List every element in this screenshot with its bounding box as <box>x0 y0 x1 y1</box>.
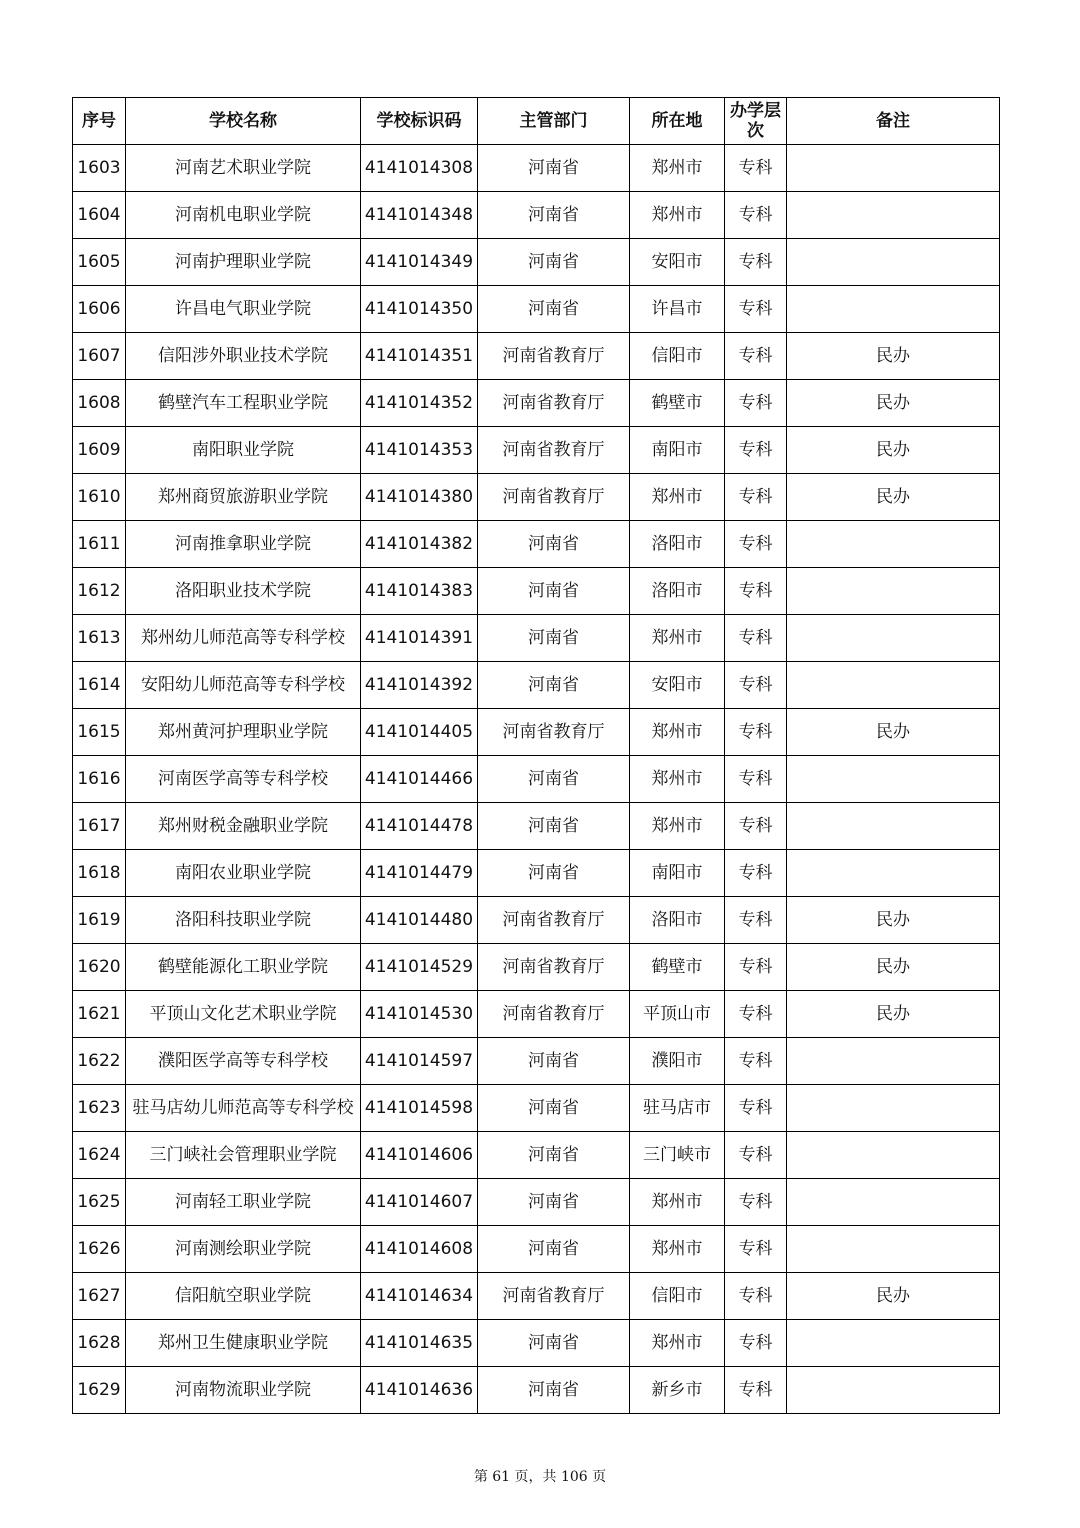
cell-level: 专科 <box>725 333 787 380</box>
cell-location: 郑州市 <box>630 192 725 239</box>
cell-school-code: 4141014606 <box>361 1132 478 1179</box>
cell-note: 民办 <box>787 427 1000 474</box>
cell-dept: 河南省教育厅 <box>478 474 630 521</box>
header-dept: 主管部门 <box>478 98 630 145</box>
cell-level: 专科 <box>725 709 787 756</box>
cell-school-code: 4141014391 <box>361 615 478 662</box>
cell-dept: 河南省 <box>478 1132 630 1179</box>
cell-note <box>787 568 1000 615</box>
table-row <box>73 897 1000 944</box>
cell-dept: 河南省教育厅 <box>478 380 630 427</box>
table-row <box>73 568 1000 615</box>
cell-level: 专科 <box>725 1085 787 1132</box>
cell-note: 民办 <box>787 1273 1000 1320</box>
cell-dept: 河南省 <box>478 1085 630 1132</box>
table-row <box>73 427 1000 474</box>
cell-dept: 河南省 <box>478 286 630 333</box>
table-row <box>73 615 1000 662</box>
cell-location: 平顶山市 <box>630 991 725 1038</box>
cell-no: 1614 <box>73 662 126 709</box>
cell-school-code: 4141014348 <box>361 192 478 239</box>
cell-level: 专科 <box>725 944 787 991</box>
cell-no: 1610 <box>73 474 126 521</box>
cell-level: 专科 <box>725 380 787 427</box>
cell-school-code: 4141014636 <box>361 1367 478 1414</box>
cell-no: 1616 <box>73 756 126 803</box>
cell-no: 1608 <box>73 380 126 427</box>
cell-note <box>787 756 1000 803</box>
table-row <box>73 803 1000 850</box>
cell-level: 专科 <box>725 1179 787 1226</box>
cell-dept: 河南省 <box>478 850 630 897</box>
cell-note: 民办 <box>787 709 1000 756</box>
cell-school-name: 郑州卫生健康职业学院 <box>126 1320 361 1367</box>
cell-school-code: 4141014530 <box>361 991 478 1038</box>
cell-school-name: 信阳涉外职业技术学院 <box>126 333 361 380</box>
cell-dept: 河南省教育厅 <box>478 427 630 474</box>
cell-level: 专科 <box>725 568 787 615</box>
cell-no: 1605 <box>73 239 126 286</box>
cell-note <box>787 1132 1000 1179</box>
cell-no: 1611 <box>73 521 126 568</box>
table-row <box>73 709 1000 756</box>
cell-location: 郑州市 <box>630 756 725 803</box>
cell-school-code: 4141014597 <box>361 1038 478 1085</box>
cell-dept: 河南省 <box>478 1367 630 1414</box>
cell-level: 专科 <box>725 427 787 474</box>
cell-note <box>787 850 1000 897</box>
cell-level: 专科 <box>725 474 787 521</box>
cell-location: 新乡市 <box>630 1367 725 1414</box>
cell-note <box>787 803 1000 850</box>
cell-level: 专科 <box>725 1367 787 1414</box>
cell-school-code: 4141014466 <box>361 756 478 803</box>
cell-level: 专科 <box>725 991 787 1038</box>
cell-location: 安阳市 <box>630 239 725 286</box>
cell-dept: 河南省 <box>478 662 630 709</box>
header-level: 办学层次 <box>725 98 787 145</box>
table-row <box>73 1038 1000 1085</box>
school-list-table <box>72 97 1000 1414</box>
cell-note: 民办 <box>787 380 1000 427</box>
cell-dept: 河南省 <box>478 192 630 239</box>
cell-note: 民办 <box>787 474 1000 521</box>
cell-note: 民办 <box>787 333 1000 380</box>
cell-location: 郑州市 <box>630 1179 725 1226</box>
cell-school-name: 河南推拿职业学院 <box>126 521 361 568</box>
cell-level: 专科 <box>725 897 787 944</box>
cell-note: 民办 <box>787 944 1000 991</box>
cell-dept: 河南省 <box>478 1320 630 1367</box>
cell-location: 鹤壁市 <box>630 380 725 427</box>
cell-school-code: 4141014383 <box>361 568 478 615</box>
cell-school-code: 4141014380 <box>361 474 478 521</box>
table-row <box>73 850 1000 897</box>
cell-school-name: 洛阳职业技术学院 <box>126 568 361 615</box>
cell-note <box>787 615 1000 662</box>
cell-level: 专科 <box>725 1320 787 1367</box>
cell-no: 1609 <box>73 427 126 474</box>
cell-dept: 河南省教育厅 <box>478 991 630 1038</box>
cell-location: 濮阳市 <box>630 1038 725 1085</box>
table-row <box>73 521 1000 568</box>
cell-note <box>787 145 1000 192</box>
cell-level: 专科 <box>725 756 787 803</box>
table-row <box>73 1085 1000 1132</box>
cell-school-name: 河南物流职业学院 <box>126 1367 361 1414</box>
cell-location: 鹤壁市 <box>630 944 725 991</box>
cell-school-code: 4141014479 <box>361 850 478 897</box>
table-row <box>73 1226 1000 1273</box>
cell-school-code: 4141014392 <box>361 662 478 709</box>
page-number-footer: 第 61 页，共 106 页 <box>473 1469 607 1485</box>
table-row <box>73 756 1000 803</box>
cell-dept: 河南省 <box>478 1038 630 1085</box>
cell-school-code: 4141014308 <box>361 145 478 192</box>
cell-note <box>787 521 1000 568</box>
cell-no: 1629 <box>73 1367 126 1414</box>
cell-school-name: 许昌电气职业学院 <box>126 286 361 333</box>
cell-level: 专科 <box>725 1038 787 1085</box>
cell-level: 专科 <box>725 803 787 850</box>
table-row <box>73 662 1000 709</box>
cell-school-name: 鹤壁能源化工职业学院 <box>126 944 361 991</box>
cell-dept: 河南省 <box>478 1179 630 1226</box>
cell-school-code: 4141014349 <box>361 239 478 286</box>
cell-school-name: 濮阳医学高等专科学校 <box>126 1038 361 1085</box>
cell-dept: 河南省教育厅 <box>478 1273 630 1320</box>
cell-no: 1625 <box>73 1179 126 1226</box>
table-row <box>73 380 1000 427</box>
cell-dept: 河南省 <box>478 615 630 662</box>
cell-no: 1627 <box>73 1273 126 1320</box>
cell-note <box>787 1367 1000 1414</box>
cell-school-name: 安阳幼儿师范高等专科学校 <box>126 662 361 709</box>
cell-level: 专科 <box>725 286 787 333</box>
cell-note <box>787 1320 1000 1367</box>
cell-no: 1626 <box>73 1226 126 1273</box>
cell-note: 民办 <box>787 991 1000 1038</box>
cell-location: 郑州市 <box>630 1226 725 1273</box>
cell-level: 专科 <box>725 1132 787 1179</box>
table-row <box>73 1273 1000 1320</box>
cell-school-code: 4141014607 <box>361 1179 478 1226</box>
cell-no: 1604 <box>73 192 126 239</box>
cell-no: 1624 <box>73 1132 126 1179</box>
cell-level: 专科 <box>725 239 787 286</box>
cell-no: 1612 <box>73 568 126 615</box>
cell-no: 1617 <box>73 803 126 850</box>
cell-location: 信阳市 <box>630 333 725 380</box>
cell-level: 专科 <box>725 850 787 897</box>
cell-note: 民办 <box>787 897 1000 944</box>
cell-dept: 河南省教育厅 <box>478 709 630 756</box>
cell-dept: 河南省 <box>478 145 630 192</box>
table-body <box>73 145 1000 1414</box>
cell-dept: 河南省 <box>478 1226 630 1273</box>
cell-dept: 河南省教育厅 <box>478 333 630 380</box>
header-row <box>73 98 1000 145</box>
cell-level: 专科 <box>725 192 787 239</box>
table-header <box>73 98 1000 145</box>
cell-note <box>787 662 1000 709</box>
table-row <box>73 474 1000 521</box>
cell-school-name: 河南艺术职业学院 <box>126 145 361 192</box>
table-row <box>73 991 1000 1038</box>
cell-school-name: 南阳职业学院 <box>126 427 361 474</box>
table-row <box>73 1367 1000 1414</box>
header-no: 序号 <box>73 98 126 145</box>
cell-level: 专科 <box>725 521 787 568</box>
cell-school-code: 4141014529 <box>361 944 478 991</box>
table-row <box>73 192 1000 239</box>
header-location: 所在地 <box>630 98 725 145</box>
table-row <box>73 145 1000 192</box>
table-row <box>73 239 1000 286</box>
cell-level: 专科 <box>725 662 787 709</box>
table-row <box>73 944 1000 991</box>
cell-location: 南阳市 <box>630 427 725 474</box>
cell-school-name: 南阳农业职业学院 <box>126 850 361 897</box>
cell-location: 郑州市 <box>630 709 725 756</box>
cell-level: 专科 <box>725 1226 787 1273</box>
cell-no: 1620 <box>73 944 126 991</box>
cell-location: 洛阳市 <box>630 897 725 944</box>
cell-school-code: 4141014382 <box>361 521 478 568</box>
table-row <box>73 1320 1000 1367</box>
cell-no: 1623 <box>73 1085 126 1132</box>
cell-school-code: 4141014598 <box>361 1085 478 1132</box>
cell-no: 1606 <box>73 286 126 333</box>
cell-no: 1615 <box>73 709 126 756</box>
cell-school-code: 4141014350 <box>361 286 478 333</box>
cell-school-name: 河南轻工职业学院 <box>126 1179 361 1226</box>
cell-location: 洛阳市 <box>630 521 725 568</box>
cell-location: 许昌市 <box>630 286 725 333</box>
cell-dept: 河南省 <box>478 521 630 568</box>
cell-note <box>787 239 1000 286</box>
cell-location: 郑州市 <box>630 1320 725 1367</box>
cell-school-name: 河南医学高等专科学校 <box>126 756 361 803</box>
cell-no: 1603 <box>73 145 126 192</box>
cell-dept: 河南省教育厅 <box>478 944 630 991</box>
cell-dept: 河南省 <box>478 568 630 615</box>
cell-location: 郑州市 <box>630 474 725 521</box>
cell-school-code: 4141014351 <box>361 333 478 380</box>
cell-no: 1621 <box>73 991 126 1038</box>
cell-no: 1622 <box>73 1038 126 1085</box>
cell-location: 郑州市 <box>630 615 725 662</box>
cell-note <box>787 1038 1000 1085</box>
cell-note <box>787 286 1000 333</box>
cell-school-code: 4141014478 <box>361 803 478 850</box>
cell-school-code: 4141014480 <box>361 897 478 944</box>
cell-school-code: 4141014353 <box>361 427 478 474</box>
cell-no: 1628 <box>73 1320 126 1367</box>
cell-school-code: 4141014352 <box>361 380 478 427</box>
cell-school-name: 河南机电职业学院 <box>126 192 361 239</box>
cell-no: 1607 <box>73 333 126 380</box>
cell-school-name: 郑州幼儿师范高等专科学校 <box>126 615 361 662</box>
cell-school-name: 河南测绘职业学院 <box>126 1226 361 1273</box>
cell-school-name: 三门峡社会管理职业学院 <box>126 1132 361 1179</box>
table-row <box>73 1179 1000 1226</box>
cell-no: 1619 <box>73 897 126 944</box>
table-row <box>73 1132 1000 1179</box>
cell-level: 专科 <box>725 615 787 662</box>
cell-school-code: 4141014634 <box>361 1273 478 1320</box>
cell-location: 信阳市 <box>630 1273 725 1320</box>
cell-note <box>787 192 1000 239</box>
cell-no: 1618 <box>73 850 126 897</box>
cell-location: 南阳市 <box>630 850 725 897</box>
cell-location: 洛阳市 <box>630 568 725 615</box>
header-note: 备注 <box>787 98 1000 145</box>
cell-location: 郑州市 <box>630 803 725 850</box>
cell-school-name: 郑州财税金融职业学院 <box>126 803 361 850</box>
cell-school-name: 河南护理职业学院 <box>126 239 361 286</box>
cell-note <box>787 1085 1000 1132</box>
cell-dept: 河南省 <box>478 239 630 286</box>
table-row <box>73 286 1000 333</box>
cell-note <box>787 1226 1000 1273</box>
cell-level: 专科 <box>725 1273 787 1320</box>
cell-note <box>787 1179 1000 1226</box>
cell-school-name: 驻马店幼儿师范高等专科学校 <box>126 1085 361 1132</box>
cell-location: 安阳市 <box>630 662 725 709</box>
cell-location: 三门峡市 <box>630 1132 725 1179</box>
cell-school-name: 信阳航空职业学院 <box>126 1273 361 1320</box>
table-row <box>73 333 1000 380</box>
header-name: 学校名称 <box>126 98 361 145</box>
cell-level: 专科 <box>725 145 787 192</box>
cell-dept: 河南省 <box>478 803 630 850</box>
cell-school-name: 洛阳科技职业学院 <box>126 897 361 944</box>
cell-school-code: 4141014608 <box>361 1226 478 1273</box>
cell-location: 郑州市 <box>630 145 725 192</box>
cell-no: 1613 <box>73 615 126 662</box>
cell-dept: 河南省教育厅 <box>478 897 630 944</box>
cell-school-name: 郑州黄河护理职业学院 <box>126 709 361 756</box>
cell-school-name: 平顶山文化艺术职业学院 <box>126 991 361 1038</box>
cell-dept: 河南省 <box>478 756 630 803</box>
cell-location: 驻马店市 <box>630 1085 725 1132</box>
header-code: 学校标识码 <box>361 98 478 145</box>
cell-school-name: 鹤壁汽车工程职业学院 <box>126 380 361 427</box>
cell-school-code: 4141014635 <box>361 1320 478 1367</box>
cell-school-name: 郑州商贸旅游职业学院 <box>126 474 361 521</box>
cell-school-code: 4141014405 <box>361 709 478 756</box>
